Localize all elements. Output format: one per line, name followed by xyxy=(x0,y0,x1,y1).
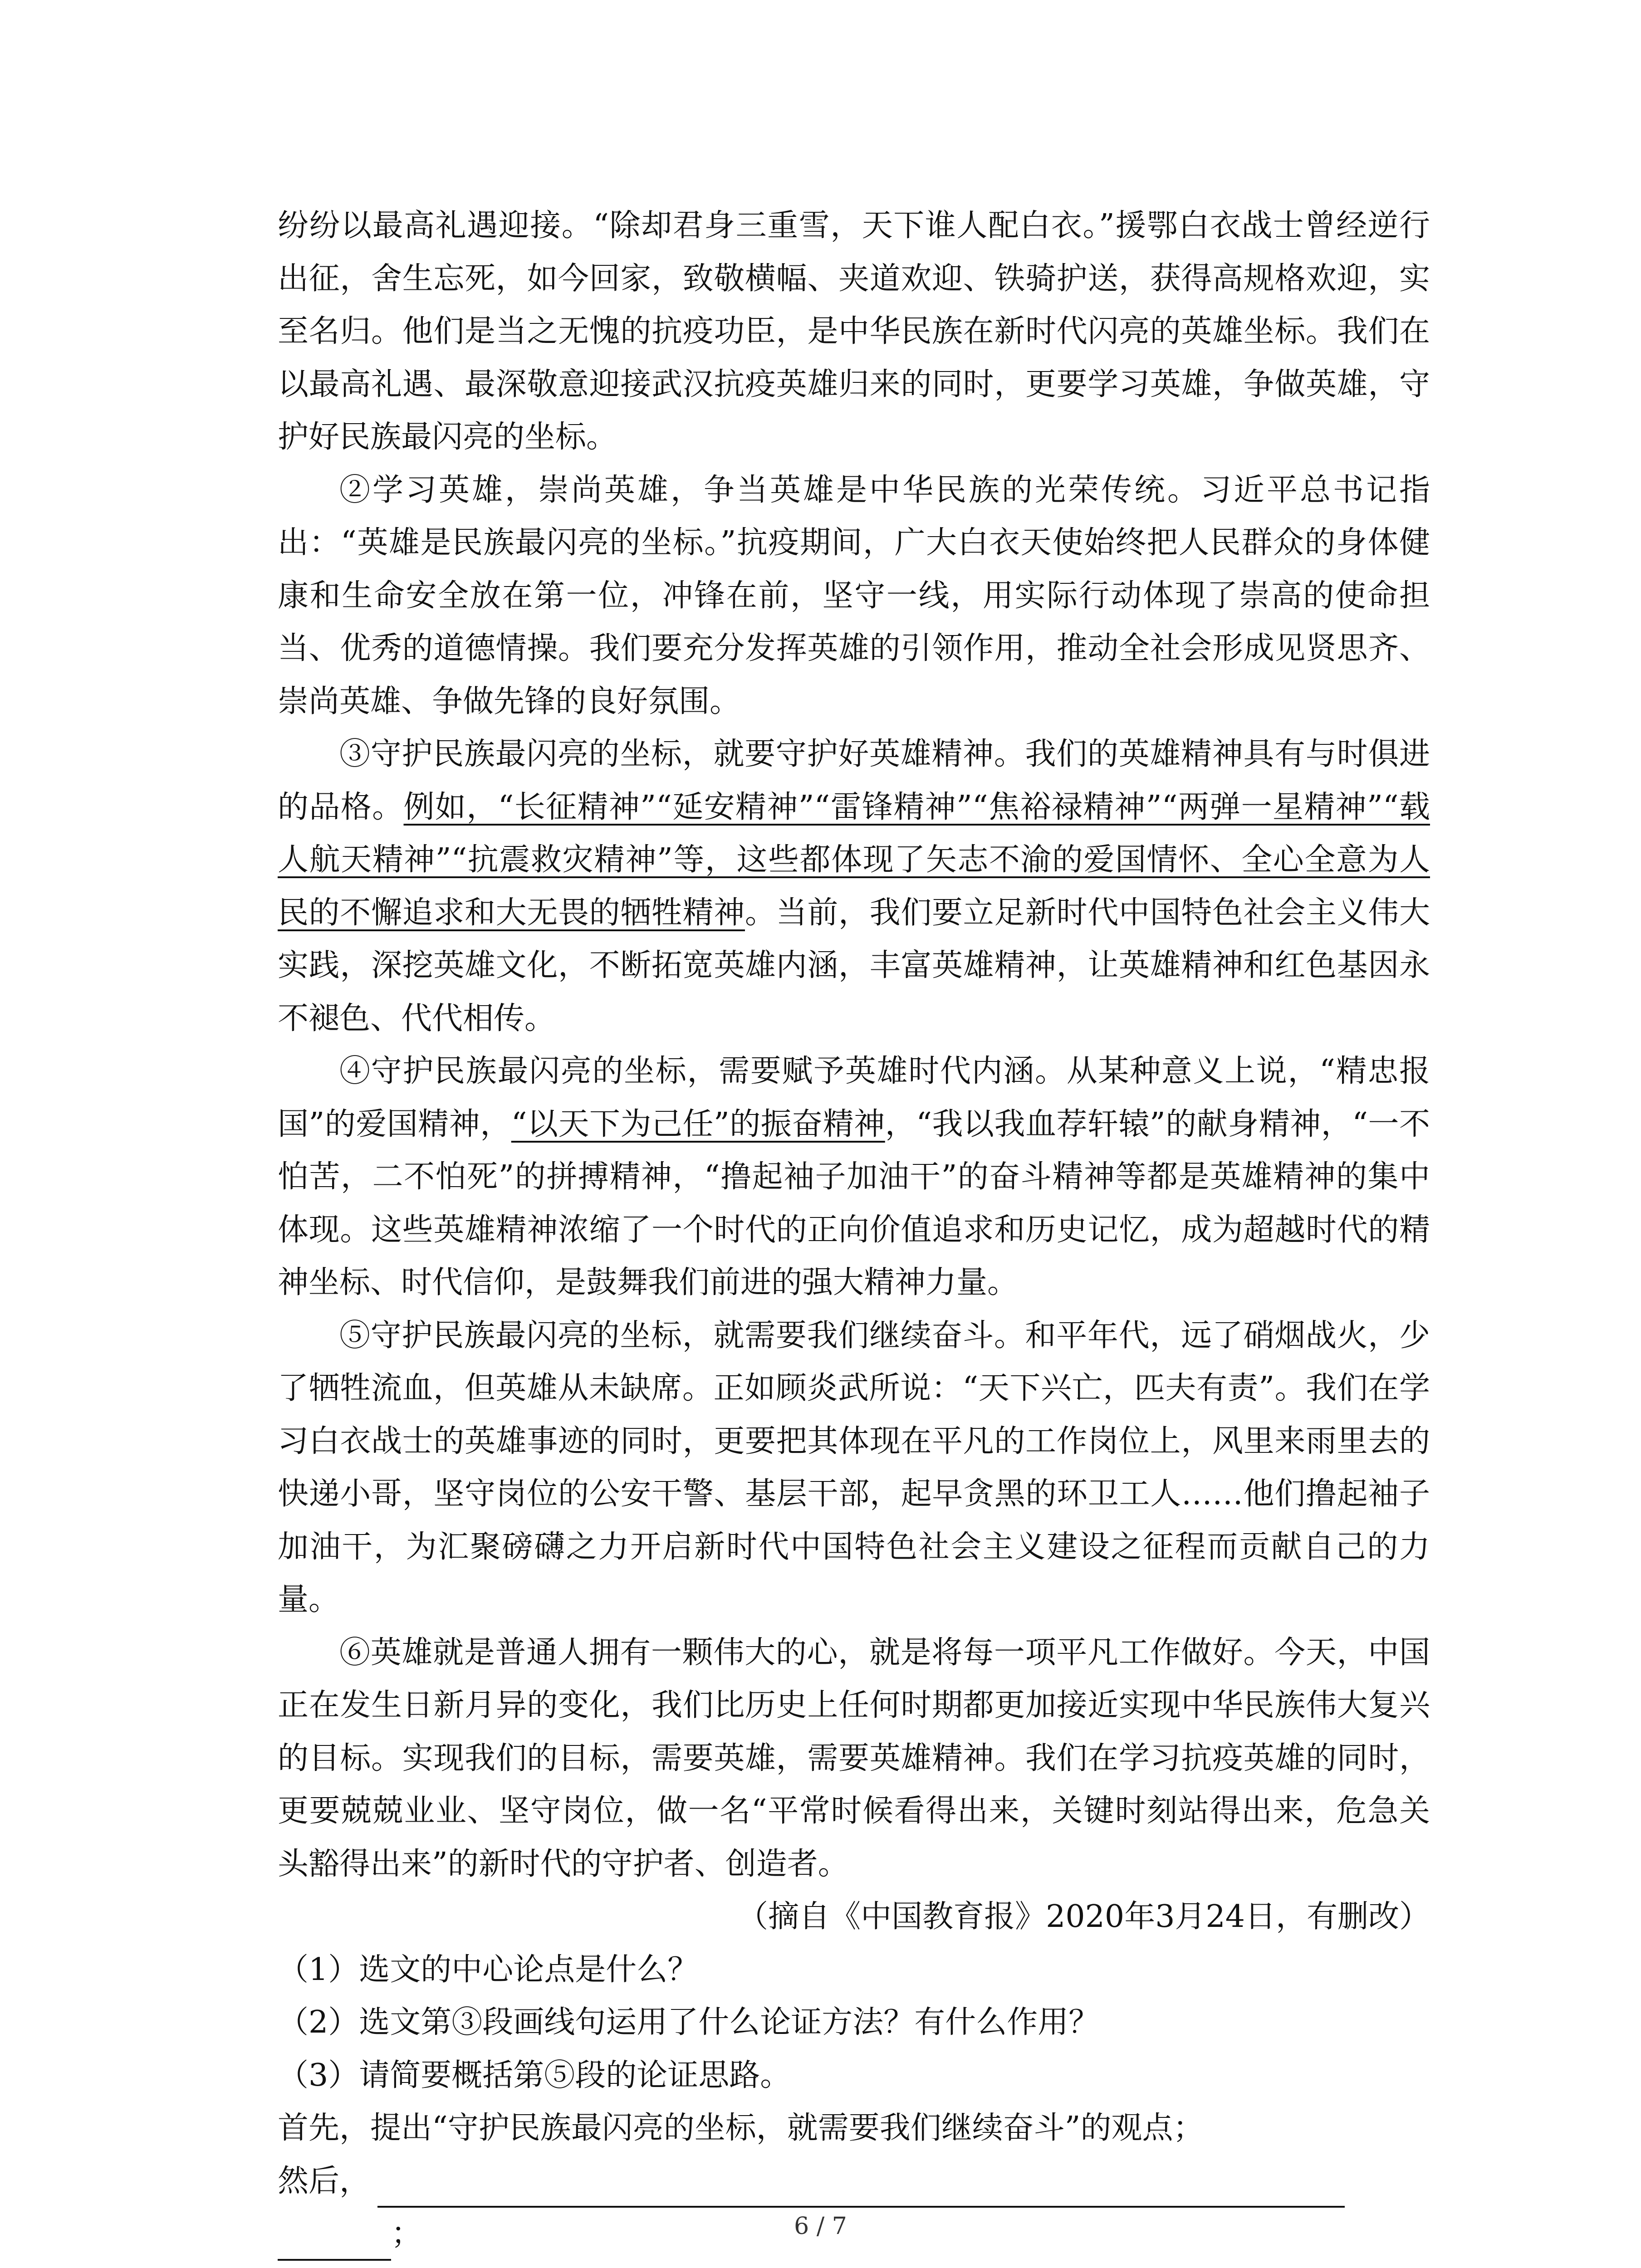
article-body xyxy=(278,200,1430,2268)
then-label: 然后， xyxy=(278,2163,371,2199)
question-1: （1）选文的中心论点是什么？ xyxy=(278,1951,699,1988)
semicolon: ； xyxy=(391,2216,422,2252)
question-3-then-row xyxy=(278,2155,1430,2208)
paragraph-4-intro: ④守护民族最闪亮的坐标，需要赋予英雄时代内涵。从某种意义上说，“精忠报国”的爱国精神， xyxy=(278,1053,1430,1142)
paragraph-3-intro: ③守护民族最闪亮的坐标，就要守护好英雄精神。我们的英雄精神具有与时俱进的品格。 xyxy=(278,736,1430,825)
paragraph-2: ②学习英雄，崇尚英雄，争当英雄是中华民族的光荣传统。习近平总书记指出：“英雄是民族最闪亮的坐标。”抗疫期间，广大白衣天使始终把人民群众的身体健康和生命安全放在第一位，冲锋在前，坚守一线，用实际行动体现了崇高的使命担当、优秀的道德情操。我们要充分发挥英雄的引领作用，推动全社会形成见贤思齐、崇尚英雄、争做先锋的良好氛围。 xyxy=(278,472,1430,719)
paragraph-5: ⑤守护民族最闪亮的坐标，就需要我们继续奋斗。和平年代，远了硝烟战火，少了牺牲流血，但英雄从未缺席。正如顾炎武所说：“天下兴亡，匹夫有责”。我们在学习白衣战士的英雄事迹的同时，更要把其体现在平凡的工作岗位上，风里来雨里去的快递小哥，坚守岗位的公安干警、基层干部，起早贪黑的环卫工人……他们撸起袖子加油干，为汇聚磅礴之力开启新时代中国特色社会主义建设之征程而贡献自己的力量。 xyxy=(278,1317,1430,1618)
page-number: 6 / 7 xyxy=(794,2213,847,2240)
underlined-phrase-4: “以天下为己任”的振奋精神 xyxy=(511,1106,885,1142)
paragraph-1-continued: 纷纷以最高礼遇迎接。“除却君身三重雪，天下谁人配白衣。”援鄂白衣战士曾经逆行出征，舍生忘死，如今回家，致敬横幅、夹道欢迎、铁骑护送，获得高规格欢迎，实至名归。他们是当之无愧的抗疫功臣，是中华民族在新时代闪亮的英雄坐标。我们在以最高礼遇、最深敬意迎接武汉抗疫英雄归来的同时，更要学习英雄，争做英雄，守护好民族最闪亮的坐标。 xyxy=(278,208,1430,455)
question-2: （2）选文第③段画线句运用了什么论证方法？有什么作用？ xyxy=(278,2004,1100,2040)
question-3-last-row xyxy=(278,2261,1430,2268)
question-3: （3）请简要概括第⑤段的论证思路。 xyxy=(278,2057,791,2093)
paragraph-4 xyxy=(278,1045,1430,1310)
answer-blank-then[interactable] xyxy=(377,2168,1345,2208)
question-3-first: 首先，提出“守护民族最闪亮的坐标，就需要我们继续奋斗”的观点； xyxy=(278,2110,1204,2146)
last-label xyxy=(278,2261,370,2268)
paragraph-3 xyxy=(278,728,1430,1045)
paragraph-6: ⑥英雄就是普通人拥有一颗伟大的心，就是将每一项平凡工作做好。今天，中国正在发生日新月异的变化，我们比历史上任何时期都更加接近实现中华民族伟大复兴的目标。实现我们的目标，需要英雄，需要英雄精神。我们在学习抗疫英雄的同时，更要兢兢业业、坚守岗位，做一名“平常时候看得出来，关键时刻站得出来，危急关头豁得出来”的新时代的守护者、创造者。 xyxy=(278,1634,1430,1882)
source-citation: （摘自《中国教育报》2020年3月24日，有删改） xyxy=(737,1899,1430,1935)
paragraph-3-rest: 。当前，我们要立足新时代中国特色社会主义伟大实践，深挖英雄文化，不断拓宽英雄内涵，丰富英雄精神，让英雄精神和红色基因永不褪色、代代相传。 xyxy=(278,894,1430,1036)
paragraph-4-rest: ，“我以我血荐轩辕”的献身精神，“一不怕苦，二不怕死”的拼搏精神，“撸起袖子加油干”的奋斗精神等都是英雄精神的集中体现。这些英雄精神浓缩了一个时代的正向价值追求和历史记忆，成为超越时代的精神坐标、时代信仰，是鼓舞我们前进的强大精神力量。 xyxy=(278,1106,1430,1300)
underlined-sentence-3: 例如，“长征精神”“延安精神”“雷锋精神”“焦裕禄精神”“两弹一星精神”“载人航天精神”“抗震救灾精神”等，这些都体现了矢志不渝的爱国情怀、全心全意为人民的不懈追求和大无畏的牺牲精神 xyxy=(278,789,1430,931)
